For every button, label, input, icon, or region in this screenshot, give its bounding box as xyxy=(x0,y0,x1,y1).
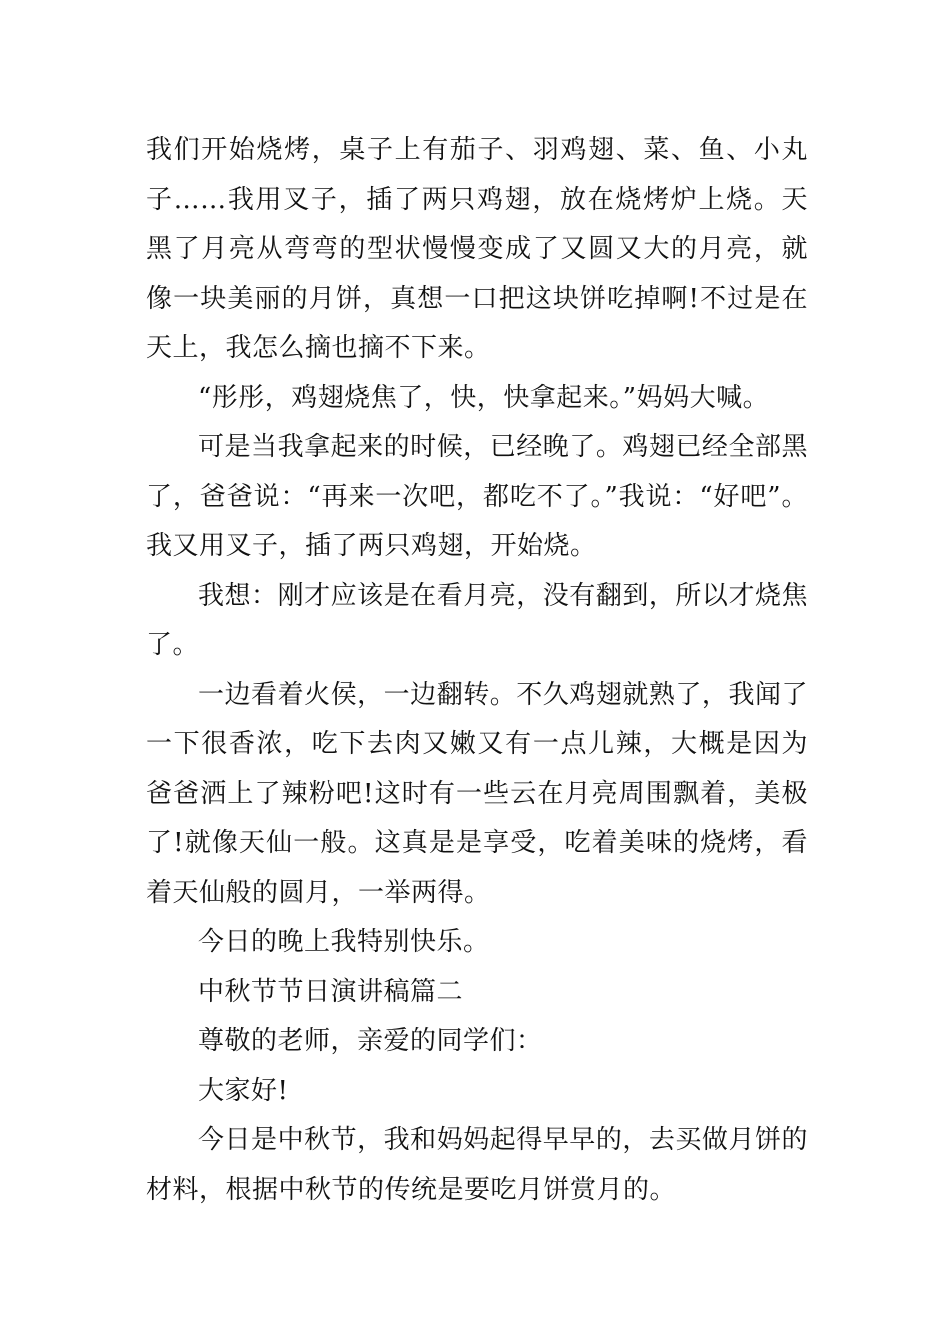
document-body xyxy=(146,126,808,1215)
paragraph-10: 今日是中秋节，我和妈妈起得早早的，去买做月饼的材料，根据中秋节的传统是要吃月饼赏月的。 xyxy=(146,1125,808,1205)
paragraph-5: 一边看着火侯，一边翻转。不久鸡翅就熟了，我闻了一下很香浓，吃下去肉又嫩又有一点儿辣，大概是因为爸爸洒上了辣粉吧!这时有一些云在月亮周围飘着，美极了!就像天仙一般。这真是是享受，吃着美味的烧烤，看着天仙般的圆月，一举两得。 xyxy=(146,679,808,908)
section-heading: 中秋节节日演讲稿篇二 xyxy=(198,976,464,1007)
paragraph-3: 可是当我拿起来的时候，已经晚了。鸡翅已经全部黑了，爸爸说：“再来一次吧，都吃不了。”我说：“好吧”。我又用叉子，插了两只鸡翅，开始烧。 xyxy=(146,432,808,561)
paragraph-1: 我们开始烧烤，桌子上有茄子、羽鸡翅、菜、鱼、小丸子……我用叉子，插了两只鸡翅，放在烧烤炉上烧。天黑了月亮从弯弯的型状慢慢变成了又圆又大的月亮，就像一块美丽的月饼，真想一口把这块饼吃掉啊!不过是在天上，我怎么摘也摘不下来。 xyxy=(146,135,808,363)
salutation: 尊敬的老师，亲爱的同学们： xyxy=(198,1026,543,1056)
paragraph-6: 今日的晚上我特别快乐。 xyxy=(198,927,490,957)
greeting: 大家好! xyxy=(198,1075,289,1106)
paragraph-2: “彤彤，鸡翅烧焦了，快，快拿起来。”妈妈大喊。 xyxy=(198,382,770,413)
paragraph-4: 我想：刚才应该是在看月亮，没有翻到，所以才烧焦了。 xyxy=(146,580,808,660)
